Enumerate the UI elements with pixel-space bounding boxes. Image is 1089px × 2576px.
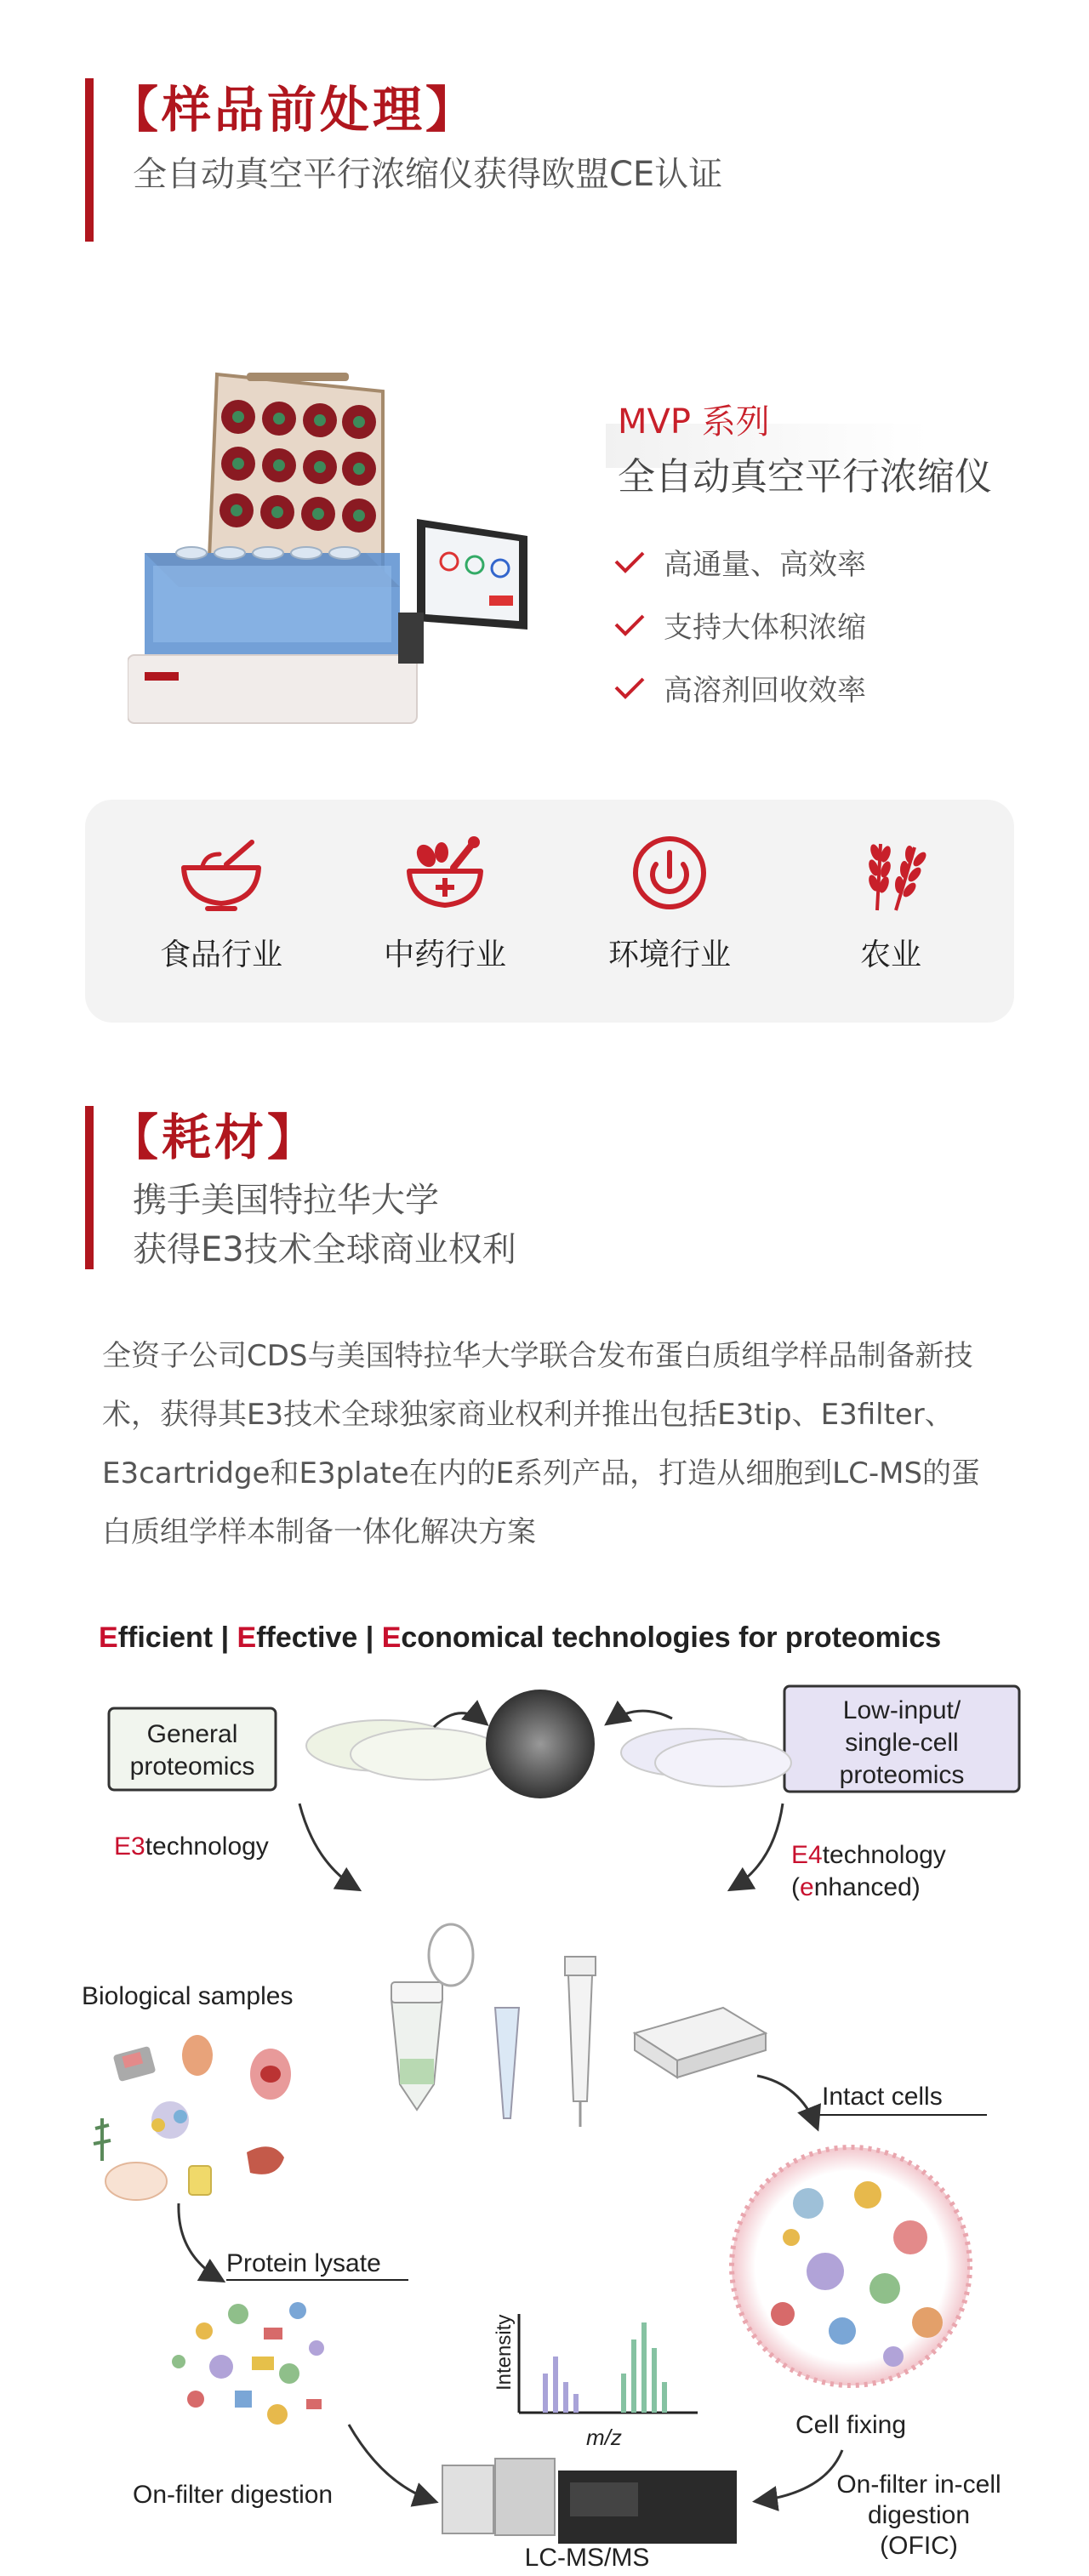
membrane-micrograph	[486, 1690, 595, 1798]
lowinput-line2: single-cell	[845, 1729, 959, 1757]
enhanced-label: (enhanced)	[791, 1873, 921, 1901]
e4-technology-label: E4technology	[791, 1841, 946, 1869]
section1-accent-bar	[85, 78, 94, 242]
ofic-line2: digestion	[867, 2501, 971, 2529]
fixed-cells-circle	[732, 2147, 970, 2385]
cell-fixing-label: Cell fixing	[795, 2411, 907, 2439]
section2-title: 【耗材】	[109, 1108, 321, 1166]
check-icon	[613, 613, 647, 638]
e3-technology-figure	[77, 1608, 1021, 2569]
wheat-icon	[847, 834, 935, 912]
mz-axis-label: m/z	[586, 2425, 622, 2450]
e3-devices	[391, 1924, 766, 2127]
product-image	[128, 357, 553, 749]
industry-label: 中药行业	[383, 938, 506, 972]
check-icon	[613, 675, 647, 701]
protein-fragments	[172, 2302, 324, 2425]
membrane-disc	[655, 1739, 791, 1787]
biological-samples-illustration	[94, 2035, 291, 2200]
industry-label: 环境行业	[607, 938, 731, 972]
industries-panel	[85, 800, 1014, 1023]
ofic-line1: On-filter in-cell	[836, 2471, 1001, 2499]
on-filter-digestion-label: On-filter digestion	[133, 2481, 334, 2509]
bowl-icon	[177, 834, 265, 912]
lcms-instrument	[442, 2459, 737, 2544]
lowinput-line3: proteomics	[839, 1761, 965, 1789]
general-box-line1: General	[146, 1720, 238, 1748]
industry-agriculture	[793, 834, 989, 974]
mass-spectrum	[493, 2314, 698, 2450]
lcms-label: LC-MS/MS	[524, 2544, 650, 2569]
feature-label: 支持大体积浓缩	[664, 611, 866, 645]
industry-label: 食品行业	[159, 938, 282, 972]
feature-item	[613, 667, 866, 709]
mortar-herb-icon	[401, 834, 489, 912]
product-series-name: MVP 系列	[618, 402, 770, 442]
general-box-line2: proteomics	[129, 1752, 255, 1781]
product-description: 全自动真空平行浓缩仪	[618, 455, 992, 499]
intact-cells-label: Intact cells	[822, 2083, 943, 2111]
ofic-line3: (OFIC)	[880, 2532, 958, 2560]
section2-accent-bar	[85, 1106, 94, 1269]
section1-title: 【样品前处理】	[109, 81, 479, 139]
check-icon	[613, 550, 647, 575]
industry-environment	[572, 834, 767, 974]
industry-food	[123, 834, 319, 974]
feature-item	[613, 604, 866, 646]
membrane-disc	[351, 1729, 504, 1780]
biological-samples-label: Biological samples	[82, 1982, 294, 2010]
lowinput-line1: Low-input/	[842, 1696, 961, 1724]
section2-subtitle-line2: 获得E3技术全球商业权利	[133, 1230, 516, 1269]
intro-paragraph: 全资子公司CDS与美国特拉华大学联合发布蛋白质组学样品制备新技术，获得其E3技术全球独家商业权利并推出包括E3tip、E3filter、E3cartridge和E3plate在内的E系列产品，打造从细胞到LC-MS的蛋白质组学样本制备一体化解决方案	[102, 1339, 981, 1549]
protein-lysate-label: Protein lysate	[226, 2249, 381, 2277]
feature-label: 高溶剂回收效率	[664, 674, 866, 708]
power-icon	[625, 834, 714, 912]
figure-heading: Efficient | Effective | Economical technologies for proteomics	[99, 1621, 942, 1654]
e3-technology-label: E3technology	[114, 1832, 269, 1861]
section1-subtitle: 全自动真空平行浓缩仪获得欧盟CE认证	[133, 155, 723, 194]
industry-label: 农业	[859, 938, 921, 972]
feature-label: 高通量、高效率	[664, 548, 866, 582]
intensity-axis-label: Intensity	[493, 2314, 516, 2391]
feature-item	[613, 541, 866, 583]
industry-tcm	[347, 834, 543, 974]
section2-subtitle-line1: 携手美国特拉华大学	[133, 1181, 439, 1220]
